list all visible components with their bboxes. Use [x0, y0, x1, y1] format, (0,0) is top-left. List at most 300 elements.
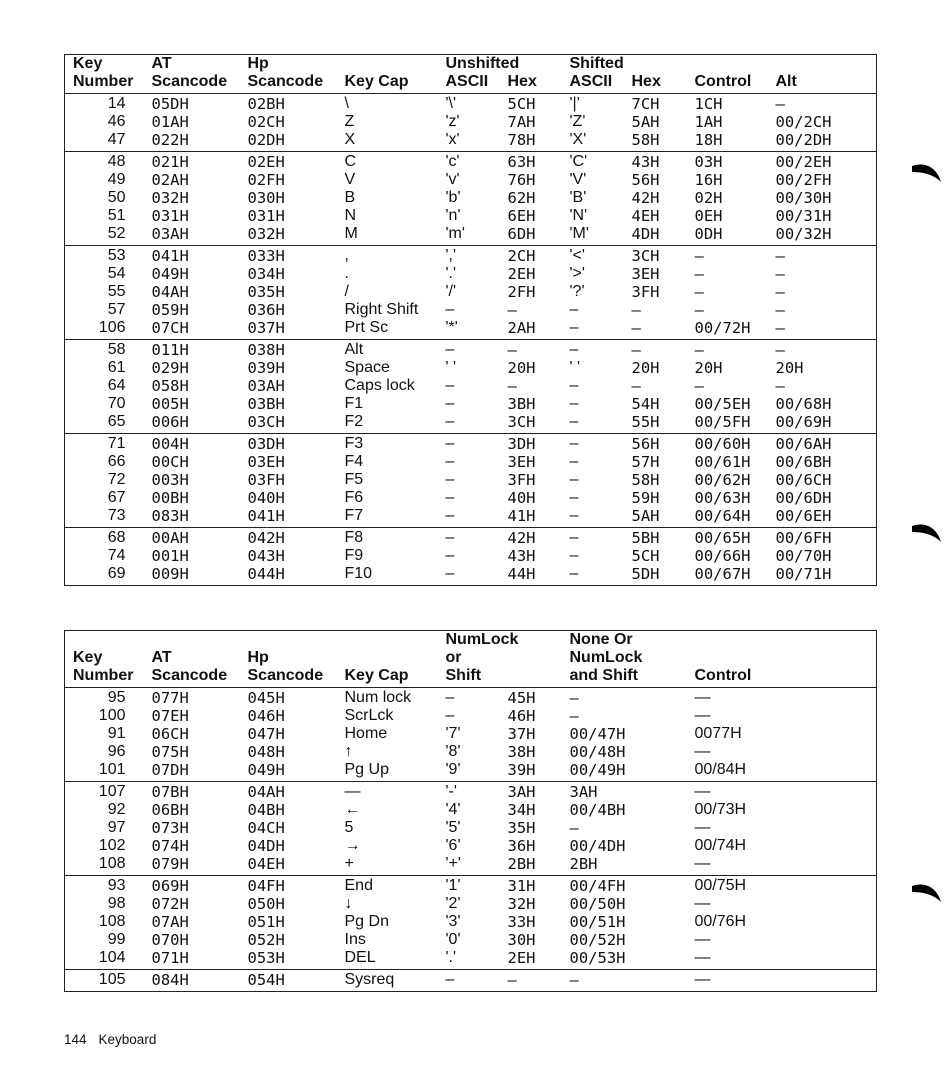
row-group	[65, 528, 877, 586]
page-footer	[64, 1032, 168, 1047]
cell-unshifted-hex: 3DH	[508, 434, 570, 454]
cell-key-cap: Ins	[344, 931, 366, 948]
cell-key-number: 102	[98, 837, 126, 854]
cell-key-number: 98	[107, 895, 126, 912]
cell-at-scancode: 084H	[152, 970, 248, 992]
cell-unshifted-ascii: –	[446, 528, 508, 548]
cell-alt: 00/2DH	[775, 131, 832, 149]
cell-control: —	[694, 689, 711, 706]
cell-at-scancode: 03AH	[151, 225, 189, 243]
page-tab-mark	[910, 880, 944, 906]
cell-control: 00/84H	[694, 761, 747, 778]
cell-key-number: 64	[107, 377, 126, 394]
cell-key-number: 93	[65, 876, 152, 896]
cell-unshifted-hex: –	[507, 377, 517, 395]
cell-numlock-hex: –	[508, 970, 570, 992]
cell-key-number: 104	[98, 949, 126, 966]
cell-hp-scancode: 03EH	[247, 453, 285, 471]
cell-numlock-hex: 2EH	[507, 949, 536, 967]
cell-key-number: 73	[107, 507, 126, 524]
cell-numlock-ascii: '9'	[445, 761, 461, 778]
cell-none-or-numlock: —	[570, 970, 695, 992]
cell-none-or-numlock: 00/51H	[569, 913, 626, 931]
cell-shifted-hex: 3FH	[631, 283, 660, 301]
cell-key-number: 72	[107, 471, 126, 488]
cell-shifted-hex: –	[632, 340, 695, 360]
table-row	[65, 207, 877, 225]
cell-control: —	[694, 301, 704, 319]
cell-at-scancode: 009H	[151, 565, 189, 583]
cell-unshifted-hex: 3EH	[507, 453, 536, 471]
col-header-none-or-numlock: None Or NumLock and Shift	[570, 631, 695, 688]
cell-unshifted-hex: 43H	[507, 547, 536, 565]
cell-key-cap: N	[344, 207, 357, 224]
cell-key-cap: →	[344, 837, 361, 854]
cell-key-number: 46	[107, 113, 126, 130]
cell-at-scancode: 00AH	[152, 528, 248, 548]
cell-alt: 00/68H	[775, 395, 832, 413]
cell-hp-scancode: 040H	[247, 489, 285, 507]
cell-unshifted-ascii: '*'	[445, 319, 458, 336]
cell-control: —	[694, 819, 711, 836]
tab-mark-icon	[910, 160, 944, 186]
col-header-at-scancode: AT Scancode	[152, 631, 248, 688]
cell-numlock-hex: 39H	[507, 761, 536, 779]
cell-control: 00/73H	[694, 801, 747, 818]
cell-at-scancode: 07DH	[151, 761, 189, 779]
cell-alt: 00/69H	[775, 413, 832, 431]
cell-unshifted-hex: 44H	[507, 565, 536, 583]
cell-hp-scancode: 02EH	[248, 152, 345, 172]
cell-shifted-ascii: –	[569, 471, 579, 488]
cell-shifted-ascii: –	[569, 489, 579, 506]
cell-hp-scancode: 045H	[247, 689, 285, 707]
cell-shifted-ascii: 'V'	[569, 171, 587, 188]
table-row	[65, 246, 877, 266]
table-row	[65, 319, 877, 340]
cell-key-cap: ScrLck	[344, 707, 394, 724]
cell-at-scancode: 072H	[151, 895, 189, 913]
cell-at-scancode: 07BH	[152, 782, 248, 802]
cell-numlock-ascii: –	[445, 689, 455, 706]
cell-key-number: 101	[98, 761, 126, 778]
col-header-at-scancode: AT Scancode	[152, 55, 248, 94]
cell-shifted-hex: 56H	[631, 171, 660, 189]
cell-shifted-hex: 3EH	[631, 265, 660, 283]
cell-key-number: 96	[107, 743, 126, 760]
table-row	[65, 453, 877, 471]
cell-control: 1AH	[694, 113, 723, 131]
table-row	[65, 489, 877, 507]
cell-at-scancode: 01AH	[151, 113, 189, 131]
cell-key-cap: +	[344, 855, 354, 872]
table-row	[65, 131, 877, 152]
cell-shifted-ascii: 'C'	[570, 152, 632, 172]
table-row	[65, 113, 877, 131]
cell-at-scancode: 021H	[152, 152, 248, 172]
cell-unshifted-hex: 2FH	[507, 283, 536, 301]
cell-at-scancode: 079H	[151, 855, 189, 873]
cell-control: 0077H	[694, 725, 742, 742]
table-row	[65, 895, 877, 913]
cell-unshifted-hex: 3BH	[507, 395, 536, 413]
cell-shifted-ascii: 'Z'	[569, 113, 586, 130]
cell-at-scancode: 006H	[151, 413, 189, 431]
cell-shifted-ascii: –	[569, 395, 579, 412]
cell-key-number: 99	[107, 931, 126, 948]
cell-unshifted-hex: 78H	[507, 131, 536, 149]
cell-control: 00/65H	[695, 528, 776, 548]
cell-shifted-ascii: 'B'	[569, 189, 587, 206]
cell-key-number: 69	[107, 565, 126, 582]
cell-at-scancode: 029H	[151, 359, 189, 377]
cell-alt: —	[775, 283, 785, 301]
table-row	[65, 931, 877, 949]
cell-alt: 00/71H	[775, 565, 832, 583]
cell-hp-scancode: 04FH	[248, 876, 345, 896]
cell-control: 20H	[694, 359, 723, 377]
cell-shifted-ascii: '>'	[569, 265, 585, 282]
cell-at-scancode: 073H	[151, 819, 189, 837]
cell-key-number: 49	[107, 171, 126, 188]
cell-unshifted-hex: 6DH	[507, 225, 536, 243]
row-group	[65, 434, 877, 528]
cell-key-number: 108	[98, 913, 126, 930]
cell-shifted-ascii: '?'	[569, 283, 585, 300]
cell-numlock-hex: 33H	[507, 913, 536, 931]
table-row	[65, 876, 877, 896]
table-row	[65, 688, 877, 708]
cell-control: 00/61H	[694, 453, 751, 471]
cell-at-scancode: 06BH	[151, 801, 189, 819]
cell-hp-scancode: 03FH	[247, 471, 285, 489]
cell-shifted-ascii: '|'	[569, 95, 580, 112]
table-row	[65, 359, 877, 377]
cell-control: 00/5EH	[694, 395, 751, 413]
cell-control: 00/75H	[695, 876, 877, 896]
cell-shifted-hex: 59H	[631, 489, 660, 507]
cell-control: 00/67H	[694, 565, 751, 583]
cell-at-scancode: 058H	[151, 377, 189, 395]
cell-key-cap: F6	[344, 489, 364, 506]
cell-at-scancode: 070H	[151, 931, 189, 949]
cell-none-or-numlock: 3AH	[570, 782, 695, 802]
cell-at-scancode: 032H	[151, 189, 189, 207]
cell-numlock-ascii: –	[446, 970, 508, 992]
cell-at-scancode: 07AH	[151, 913, 189, 931]
cell-numlock-hex: 32H	[507, 895, 536, 913]
cell-none-or-numlock: 00/52H	[569, 931, 626, 949]
cell-control: 00/62H	[694, 471, 751, 489]
cell-shifted-ascii: –	[569, 565, 579, 582]
scancode-table-keypad	[64, 630, 877, 992]
cell-shifted-ascii: –	[570, 434, 632, 454]
cell-shifted-ascii: –	[569, 377, 579, 394]
cell-numlock-hex: 45H	[507, 689, 536, 707]
cell-key-cap: M	[344, 225, 358, 242]
cell-hp-scancode: 04DH	[247, 837, 285, 855]
cell-unshifted-hex: 76H	[507, 171, 536, 189]
cell-control: 00/63H	[694, 489, 751, 507]
cell-hp-scancode: 049H	[247, 761, 285, 779]
cell-none-or-numlock: —	[569, 819, 579, 837]
col-header-unshifted-ascii: Unshifted ASCII	[446, 55, 508, 94]
cell-at-scancode: 00BH	[151, 489, 189, 507]
cell-at-scancode: 04AH	[151, 283, 189, 301]
cell-key-number: 91	[107, 725, 126, 742]
cell-hp-scancode: 035H	[247, 283, 285, 301]
cell-key-number: 53	[65, 246, 152, 266]
cell-shifted-ascii: 'N'	[569, 207, 588, 224]
table-row	[65, 377, 877, 395]
cell-alt: 00/31H	[775, 207, 832, 225]
cell-hp-scancode: 039H	[247, 359, 285, 377]
cell-hp-scancode: 02CH	[247, 113, 285, 131]
cell-unshifted-hex: –	[508, 340, 570, 360]
cell-none-or-numlock: 00/49H	[569, 761, 626, 779]
cell-control: 16H	[694, 171, 723, 189]
col-header-shifted-ascii: Shifted ASCII	[570, 55, 632, 94]
cell-hp-scancode: 03AH	[247, 377, 285, 395]
cell-control: 00/64H	[694, 507, 751, 525]
cell-key-cap: F5	[344, 471, 364, 488]
table-row	[65, 94, 877, 114]
cell-numlock-ascii: –	[445, 707, 455, 724]
cell-unshifted-ascii: –	[445, 377, 455, 394]
cell-unshifted-ascii: 'c'	[446, 152, 508, 172]
col-header-hp-scancode: Hp Scancode	[248, 631, 345, 688]
row-group	[65, 688, 877, 782]
cell-unshifted-ascii: '/'	[445, 283, 457, 300]
cell-at-scancode: 069H	[152, 876, 248, 896]
cell-alt: 00/6EH	[775, 507, 832, 525]
cell-none-or-numlock: 00/53H	[569, 949, 626, 967]
cell-unshifted-hex: 2AH	[507, 319, 536, 337]
cell-at-scancode: 00CH	[151, 453, 189, 471]
table-header	[65, 631, 877, 688]
cell-key-cap: F8	[345, 528, 446, 548]
cell-alt: —	[776, 340, 877, 360]
cell-control: 02H	[694, 189, 723, 207]
cell-at-scancode: 059H	[151, 301, 189, 319]
cell-key-cap: F7	[344, 507, 364, 524]
cell-hp-scancode: 02DH	[247, 131, 285, 149]
cell-unshifted-ascii: –	[445, 453, 455, 470]
cell-key-cap: Caps lock	[344, 377, 415, 394]
cell-alt: 00/6DH	[775, 489, 832, 507]
cell-shifted-hex: 7CH	[631, 95, 660, 113]
cell-at-scancode: 07EH	[151, 707, 189, 725]
page-tab-mark	[910, 520, 944, 546]
cell-unshifted-ascii: 'x'	[445, 131, 460, 148]
cell-key-cap: \	[344, 95, 349, 112]
cell-shifted-hex: 42H	[631, 189, 660, 207]
cell-alt: 00/6AH	[776, 434, 877, 454]
cell-key-number: 14	[107, 95, 126, 112]
cell-unshifted-ascii: –	[445, 395, 455, 412]
cell-numlock-ascii: '4'	[445, 801, 461, 818]
cell-key-cap: ,	[345, 246, 446, 266]
cell-none-or-numlock: 00/4FH	[570, 876, 695, 896]
cell-key-number: 58	[65, 340, 152, 360]
cell-control: 1CH	[694, 95, 723, 113]
cell-hp-scancode: 031H	[247, 207, 285, 225]
cell-key-cap: Sysreq	[345, 970, 446, 992]
cell-hp-scancode: 051H	[247, 913, 285, 931]
cell-none-or-numlock: 2BH	[569, 855, 598, 873]
cell-alt: 00/2EH	[776, 152, 877, 172]
cell-at-scancode: 02AH	[151, 171, 189, 189]
cell-numlock-ascii: '8'	[445, 743, 461, 760]
cell-alt: 00/6CH	[775, 471, 832, 489]
col-header-key-cap: Key Cap	[345, 631, 446, 688]
cell-alt: —	[775, 319, 785, 337]
cell-hp-scancode: 038H	[248, 340, 345, 360]
cell-key-number: 55	[107, 283, 126, 300]
cell-unshifted-ascii: –	[445, 301, 455, 318]
cell-control: —	[694, 855, 711, 872]
cell-unshifted-ascii: –	[446, 434, 508, 454]
cell-numlock-hex: 3AH	[508, 782, 570, 802]
cell-at-scancode: 07CH	[151, 319, 189, 337]
cell-hp-scancode: 054H	[248, 970, 345, 992]
row-group	[65, 152, 877, 246]
col-header-hp-scancode: Hp Scancode	[248, 55, 345, 94]
cell-unshifted-ascii: ' '	[445, 359, 457, 376]
table-row	[65, 413, 877, 434]
table-row	[65, 913, 877, 931]
cell-key-cap: Z	[344, 113, 355, 130]
cell-control: —	[694, 283, 704, 301]
cell-hp-scancode: 047H	[247, 725, 285, 743]
cell-alt: —	[775, 301, 785, 319]
cell-key-cap: Num lock	[344, 689, 412, 706]
cell-hp-scancode: 034H	[247, 265, 285, 283]
cell-shifted-hex: 20H	[631, 359, 660, 377]
cell-control: —	[695, 246, 776, 266]
cell-none-or-numlock: 00/48H	[569, 743, 626, 761]
cell-key-cap: ↓	[344, 895, 353, 912]
cell-key-number: 68	[65, 528, 152, 548]
cell-numlock-hex: 34H	[507, 801, 536, 819]
cell-key-cap: F10	[344, 565, 373, 582]
cell-shifted-hex: 5BH	[632, 528, 695, 548]
cell-numlock-ascii: '3'	[445, 913, 461, 930]
col-header-unshifted-hex: Hex	[508, 55, 570, 94]
cell-shifted-ascii: –	[569, 547, 579, 564]
cell-shifted-ascii: –	[570, 340, 632, 360]
cell-key-number: 65	[107, 413, 126, 430]
cell-hp-scancode: 052H	[247, 931, 285, 949]
cell-none-or-numlock: —	[569, 707, 579, 725]
cell-alt: 00/2FH	[775, 171, 832, 189]
cell-control: 00/76H	[694, 913, 747, 930]
cell-shifted-hex: –	[631, 319, 641, 337]
cell-shifted-ascii: '<'	[570, 246, 632, 266]
cell-control: —	[694, 949, 711, 966]
cell-key-number: 61	[107, 359, 126, 376]
cell-numlock-ascii: '0'	[445, 931, 461, 948]
cell-alt: 00/70H	[775, 547, 832, 565]
cell-key-number: 107	[65, 782, 152, 802]
cell-numlock-ascii: '1'	[446, 876, 508, 896]
cell-key-number: 57	[107, 301, 126, 318]
cell-unshifted-hex: 42H	[508, 528, 570, 548]
cell-key-cap: 5	[344, 819, 354, 836]
cell-numlock-ascii: '7'	[445, 725, 461, 742]
cell-numlock-hex: 46H	[507, 707, 536, 725]
table-row	[65, 152, 877, 172]
cell-unshifted-ascii: –	[446, 340, 508, 360]
table-row	[65, 743, 877, 761]
cell-at-scancode: 075H	[151, 743, 189, 761]
cell-shifted-ascii: ' '	[569, 359, 581, 376]
cell-key-cap: ↑	[344, 743, 353, 760]
cell-unshifted-ascii: ','	[446, 246, 508, 266]
cell-at-scancode: 06CH	[151, 725, 189, 743]
cell-shifted-hex: 56H	[632, 434, 695, 454]
cell-alt: 20H	[775, 359, 804, 377]
cell-alt: —	[775, 265, 785, 283]
cell-shifted-ascii: –	[569, 301, 579, 318]
cell-key-number: 97	[107, 819, 126, 836]
row-group	[65, 782, 877, 876]
cell-key-number: 100	[98, 707, 126, 724]
cell-hp-scancode: 036H	[247, 301, 285, 319]
col-header-key-cap: Key Cap	[345, 55, 446, 94]
cell-unshifted-hex: 2EH	[507, 265, 536, 283]
table-header	[65, 55, 877, 94]
cell-numlock-hex: 30H	[507, 931, 536, 949]
col-header-key-number: Key Number	[65, 631, 152, 688]
cell-shifted-hex: 43H	[632, 152, 695, 172]
cell-unshifted-hex: –	[507, 301, 517, 319]
cell-hp-scancode: 04CH	[247, 819, 285, 837]
cell-key-cap: Alt	[345, 340, 446, 360]
cell-key-cap: End	[345, 876, 446, 896]
col-header-key-number: Key Number	[65, 55, 152, 94]
cell-hp-scancode: 037H	[247, 319, 285, 337]
cell-key-number: 51	[107, 207, 126, 224]
table-row	[65, 434, 877, 454]
cell-numlock-ascii: '2'	[445, 895, 461, 912]
cell-control: 00/66H	[694, 547, 751, 565]
cell-shifted-hex: 4EH	[631, 207, 660, 225]
cell-unshifted-ascii: 'v'	[445, 171, 460, 188]
cell-unshifted-ascii: –	[445, 413, 455, 430]
tab-mark-icon	[910, 520, 944, 546]
cell-hp-scancode: 03DH	[248, 434, 345, 454]
cell-shifted-ascii: –	[569, 453, 579, 470]
cell-hp-scancode: 04EH	[247, 855, 285, 873]
col-header-control: Control	[695, 55, 776, 94]
cell-shifted-ascii: –	[569, 413, 579, 430]
cell-key-number: 74	[107, 547, 126, 564]
cell-unshifted-hex: 7AH	[507, 113, 536, 131]
cell-key-cap: V	[344, 171, 356, 188]
table-row	[65, 265, 877, 283]
cell-shifted-ascii: –	[569, 507, 579, 524]
cell-key-cap: ←	[344, 801, 361, 818]
cell-control: 00/72H	[694, 319, 751, 337]
cell-control: —	[695, 340, 776, 360]
cell-at-scancode: 022H	[151, 131, 189, 149]
cell-key-cap: DEL	[344, 949, 376, 966]
cell-hp-scancode: 044H	[247, 565, 285, 583]
cell-key-number: 47	[107, 131, 126, 148]
cell-shifted-hex: 58H	[631, 131, 660, 149]
cell-control: 0DH	[694, 225, 723, 243]
